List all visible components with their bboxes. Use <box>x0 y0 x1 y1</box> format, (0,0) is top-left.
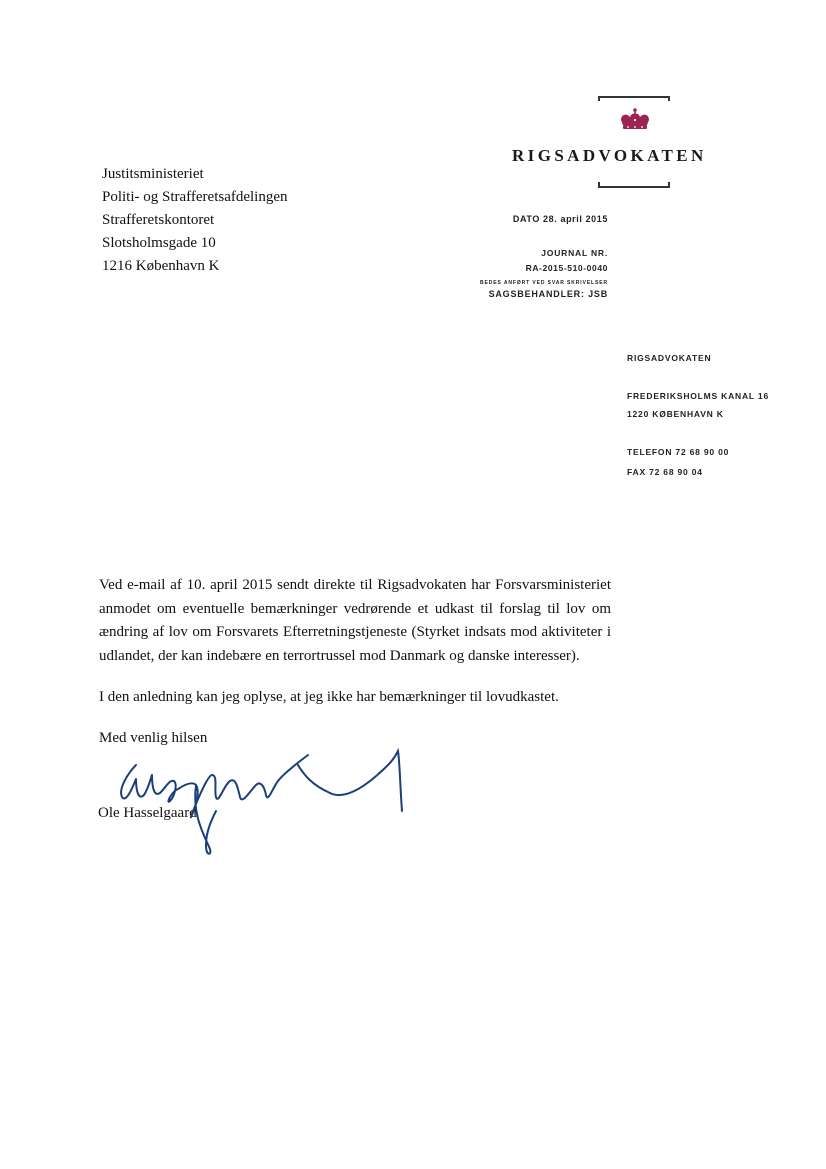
body-paragraph: Ved e-mail af 10. april 2015 sendt direkte til Rigsadvokaten har Forsvarsministeriet anmodet om eventuelle bemærkninger vedrørende et udkast til forslag til lov om ændring af lov om Forsvarets Efterretningstjeneste (Styrket indsats mod aktiviteter i udlandet, der kan indebære en terrortrussel mod Danmark og danske interesser). <box>99 577 611 664</box>
letterhead-logo <box>512 92 762 202</box>
closing-salutation: Med venlig hilsen <box>99 730 208 746</box>
sender-city: 1220 KØBENHAVN K <box>627 409 724 419</box>
logo-top-rule <box>598 96 670 98</box>
crown-icon <box>618 108 652 132</box>
signatory-name: Ole Hasselgaard <box>98 805 197 821</box>
recipient-address <box>102 163 288 278</box>
letter-date: DATO 28. april 2015 <box>512 214 608 224</box>
letterhead-wordmark: RIGSADVOKATEN <box>512 146 707 165</box>
recipient-line: 1216 København K <box>102 258 220 274</box>
sender-phone: TELEFON 72 68 90 00 <box>627 447 730 457</box>
journal-number: RA-2015-510-0040 <box>525 263 608 273</box>
reference-block <box>480 214 608 299</box>
case-handler: SAGSBEHANDLER: JSB <box>488 289 608 299</box>
sender-name: RIGSADVOKATEN <box>627 353 712 363</box>
sender-street: FREDERIKSHOLMS KANAL 16 <box>627 391 769 401</box>
recipient-line: Slotsholmsgade 10 <box>102 235 216 251</box>
recipient-line: Politi- og Strafferetsafdelingen <box>102 189 288 205</box>
body-paragraph: I den anledning kan jeg oplyse, at jeg ikke har bemærkninger til lovudkastet. <box>99 689 559 705</box>
letter-body <box>99 574 611 749</box>
recipient-line: Justitsministeriet <box>102 166 204 182</box>
recipient-line: Strafferetskontoret <box>102 212 215 228</box>
reply-note: BEDES ANFØRT VED SVAR SKRIVELSER <box>480 280 608 286</box>
sender-fax: FAX 72 68 90 04 <box>627 467 703 477</box>
logo-bottom-rule <box>598 186 670 188</box>
journal-label: JOURNAL NR. <box>541 248 608 258</box>
handwritten-signature <box>100 745 420 865</box>
